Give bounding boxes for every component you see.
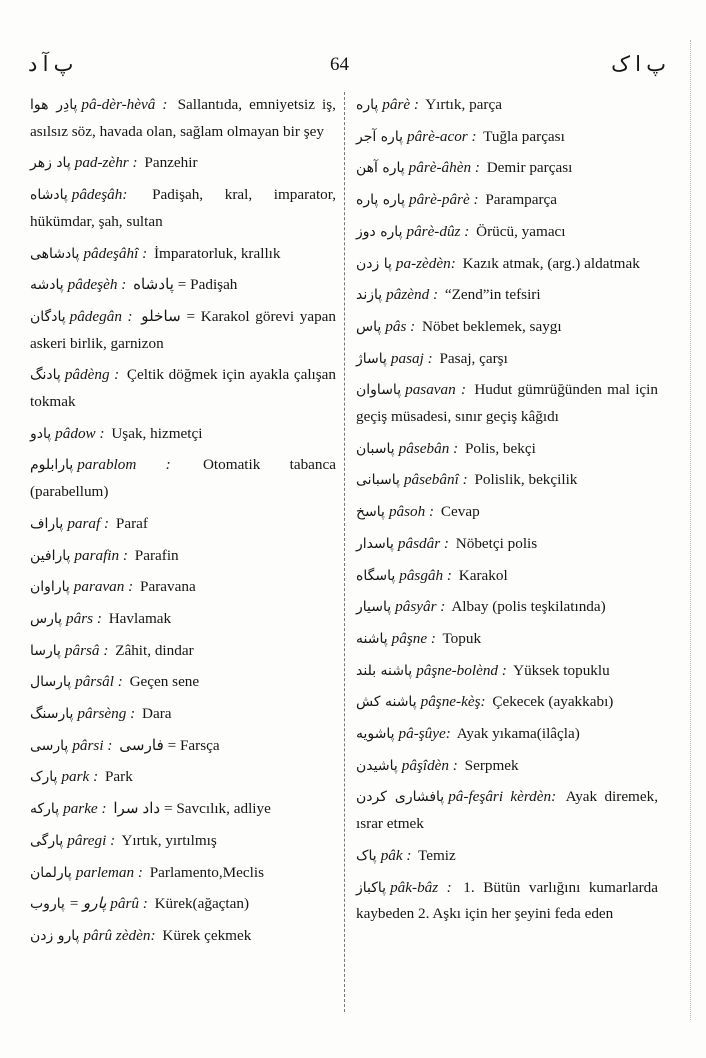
left-column-entry	[30, 638, 336, 665]
transliteration: pâsyâr :	[395, 598, 446, 616]
definition: Çekecek (ayakkabı)	[492, 693, 614, 711]
persian-headword: پاشنه	[356, 630, 388, 647]
transliteration: parke :	[63, 800, 107, 818]
definition: Topuk	[442, 629, 482, 647]
definition: Ayak yıkama(ilâçla)	[456, 725, 580, 743]
persian-headword: پاک	[356, 847, 377, 864]
persian-headword: پادنگ	[30, 367, 61, 384]
transliteration: pasavan :	[405, 381, 467, 399]
definition: Yırtık, yırtılmış	[121, 831, 217, 849]
persian-headword: پاره	[356, 97, 379, 113]
persian-headword: پا زدن	[356, 255, 392, 272]
definition: Parlamento,Meclis	[149, 863, 265, 881]
definition: ساخلو = Karakol görevi yapan askeri birlik, garnizon	[30, 307, 336, 352]
definition: Paramparça	[485, 191, 558, 209]
right-column-entry	[356, 282, 658, 309]
transliteration: parleman :	[75, 863, 143, 881]
transliteration: pârû zèdèn:	[83, 926, 156, 944]
left-column-entry	[30, 891, 336, 918]
left-column-entry	[30, 150, 336, 177]
definition: Demir parçası	[486, 159, 573, 177]
page-edge-line	[690, 40, 691, 1020]
transliteration: pâsoh :	[388, 503, 435, 521]
definition: Polislik, bekçilik	[474, 471, 578, 489]
definition: پادشاه = Padişah	[133, 276, 238, 294]
persian-headword: پارسال	[30, 674, 72, 691]
persian-headword: پاسخ	[356, 504, 385, 521]
right-column-entry	[356, 467, 658, 494]
right-column-entry	[356, 875, 658, 928]
definition: Serpmek	[464, 756, 519, 774]
persian-headword: پادِر هوا	[30, 97, 78, 113]
persian-headword: پادشاه	[30, 187, 68, 204]
definition: Örücü, yamacı	[476, 222, 566, 240]
persian-headword: پاشنه کش	[356, 694, 417, 711]
transliteration: pâsebân :	[398, 439, 459, 457]
persian-headword: پارک	[30, 769, 58, 786]
definition: “Zend”in tefsiri	[444, 286, 541, 304]
definition: İmparatorluk, krallık	[153, 244, 281, 262]
definition: Pasaj, çarşı	[439, 349, 508, 367]
right-column-entry	[356, 251, 658, 278]
transliteration: parablom :	[77, 456, 171, 474]
persian-headword: پازند	[356, 287, 383, 304]
definition: Otomatik tabanca (parabellum)	[30, 456, 336, 501]
persian-headword: پاره آهن	[356, 160, 405, 177]
transliteration: pâdèng :	[64, 366, 120, 384]
transliteration: pârsâ :	[64, 641, 109, 659]
right-column-entry	[356, 499, 658, 526]
left-column	[30, 92, 336, 955]
transliteration: pâ-feşâri kèrdèn:	[448, 788, 557, 806]
definition: فارسی = Farsça	[119, 736, 220, 754]
right-column-entry	[356, 377, 658, 430]
transliteration: pâşne-kèş:	[420, 693, 486, 711]
definition: Temiz	[418, 846, 456, 864]
transliteration: pâşîdèn :	[401, 756, 458, 774]
transliteration: parafin :	[74, 546, 128, 564]
transliteration: pârè :	[382, 96, 419, 113]
persian-headword: پاساوان	[356, 382, 402, 399]
transliteration: pârs :	[66, 609, 102, 627]
right-column-entry	[356, 531, 658, 558]
transliteration: pârè-dûz :	[406, 222, 470, 240]
definition: Geçen sene	[129, 673, 200, 691]
transliteration: pârsèng :	[77, 705, 136, 723]
persian-headword: پاساژ	[356, 350, 387, 367]
persian-headword: پاشنه بلند	[356, 662, 413, 679]
persian-headword: پادشاهی	[30, 245, 80, 262]
transliteration: = پارو pârû :	[68, 895, 148, 913]
persian-headword: پارو زدن	[30, 927, 80, 944]
persian-headword: پادگان	[30, 308, 66, 325]
column-divider	[344, 92, 345, 1012]
transliteration: pâdeşâhî :	[83, 244, 148, 262]
definition: Paraf	[115, 514, 148, 532]
right-column-entry	[356, 784, 658, 837]
definition: Park	[104, 768, 133, 786]
header-left-guide-letters: پ آ د	[28, 52, 74, 76]
persian-headword: پاره دوز	[356, 223, 403, 240]
definition: Karakol	[458, 566, 508, 584]
right-column-entry	[356, 314, 658, 341]
right-column-entry	[356, 753, 658, 780]
persian-headword: پاشیدن	[356, 757, 398, 774]
definition: Yüksek topuklu	[513, 661, 610, 679]
right-column-entry	[356, 219, 658, 246]
persian-headword: پادو	[30, 425, 52, 442]
right-column-entry	[356, 689, 658, 716]
persian-headword: پاشویه	[356, 726, 395, 743]
definition: Kürek çekmek	[162, 926, 252, 944]
persian-headword: پارکه	[30, 801, 60, 818]
definition: Havlamak	[108, 609, 172, 627]
definition: Ayak diremek, ısrar etmek	[356, 788, 659, 833]
persian-headword: پاکباز	[356, 879, 387, 896]
left-column-entry	[30, 511, 336, 538]
right-column-entry	[356, 92, 658, 119]
definition: 1. Bütün varlığını kumarlarda kaybeden 2. Aşkı için her şeyini feda eden	[356, 878, 658, 923]
persian-headword: پاسگاه	[356, 567, 396, 584]
left-column-entry	[30, 606, 336, 633]
persian-headword: پاروب	[30, 896, 65, 913]
transliteration: pâk-bâz :	[390, 878, 452, 896]
definition: Çeltik döğmek için ayakla çalışan tokmak	[30, 366, 337, 411]
persian-headword: پارسا	[30, 642, 61, 659]
definition: Zâhit, dindar	[115, 641, 194, 659]
transliteration: pâdeşâh:	[71, 186, 128, 204]
persian-headword: پاره پاره	[356, 192, 405, 209]
definition: Dara	[142, 705, 172, 723]
transliteration: pâzènd :	[386, 286, 439, 304]
left-column-entry	[30, 452, 336, 505]
transliteration: pâsdâr :	[397, 534, 449, 552]
transliteration: pâregi :	[67, 831, 116, 849]
persian-headword: پارسنگ	[30, 706, 74, 723]
transliteration: pâ-şûye:	[398, 725, 451, 743]
left-column-entry	[30, 92, 336, 145]
left-column-entry	[30, 241, 336, 268]
right-column-entry	[356, 187, 658, 214]
transliteration: paraf :	[67, 514, 110, 532]
persian-headword: پارابلوم	[30, 457, 74, 474]
left-column-entry	[30, 669, 336, 696]
persian-headword: پارس	[30, 610, 63, 627]
persian-headword: پاسیار	[356, 599, 392, 616]
transliteration: pâşne :	[391, 629, 436, 647]
definition: Polis, bekçi	[464, 439, 536, 457]
right-column-entry	[356, 594, 658, 621]
right-column-entry	[356, 346, 658, 373]
transliteration: pârè-acor :	[406, 127, 477, 145]
page-number: 64	[330, 54, 349, 75]
definition: داد سرا = Savcılık, adliye	[113, 800, 271, 818]
definition: Paravana	[140, 578, 196, 596]
definition: Tuğla parçası	[483, 127, 565, 145]
left-column-entry	[30, 923, 336, 950]
definition: Cevap	[440, 503, 480, 521]
transliteration: pâsgâh :	[399, 566, 452, 584]
right-column-entry	[356, 124, 658, 151]
definition: Nöbet beklemek, saygı	[422, 317, 562, 335]
transliteration: pâdegân :	[69, 307, 133, 325]
left-column-entry	[30, 733, 336, 760]
right-column-entry	[356, 626, 658, 653]
transliteration: pârsi :	[72, 736, 113, 754]
definition: Parafin	[134, 546, 179, 564]
transliteration: pârè-pârè :	[408, 191, 479, 209]
persian-headword: پادشه	[30, 277, 64, 294]
definition: Kazık atmak, (arg.) aldatmak	[462, 254, 640, 272]
right-column-entry	[356, 155, 658, 182]
persian-headword: پاراف	[30, 515, 64, 532]
left-column-entry	[30, 421, 336, 448]
left-column-entry	[30, 701, 336, 728]
transliteration: pâk :	[380, 846, 412, 864]
right-column-entry	[356, 436, 658, 463]
persian-headword: پاس	[356, 318, 382, 335]
right-column-entry	[356, 721, 658, 748]
definition: Albay (polis teşkilatında)	[451, 598, 606, 616]
left-column-entry	[30, 860, 336, 887]
persian-headword: پاره آجر	[356, 128, 403, 145]
transliteration: pâsebânî :	[403, 471, 468, 489]
transliteration: pad-zèhr :	[74, 154, 138, 172]
transliteration: pârè-âhèn :	[408, 159, 480, 177]
persian-headword: پاد زهر	[30, 155, 71, 172]
right-column-entry	[356, 843, 658, 870]
persian-headword: پارسی	[30, 737, 69, 754]
right-column-entry	[356, 563, 658, 590]
transliteration: pâ-dèr-hèvâ :	[81, 96, 168, 113]
definition: Sallantıda, emniyetsiz iş, asılsız söz, havada olan, sağlam olmayan bir şey	[30, 96, 336, 140]
left-column-entry	[30, 182, 336, 235]
header-right-guide-letters: پ ا ک	[611, 52, 666, 76]
persian-headword: پارگی	[30, 832, 64, 849]
transliteration: pâdow :	[55, 424, 105, 442]
persian-headword: پارافین	[30, 547, 71, 564]
persian-headword: پاسبان	[356, 440, 395, 457]
right-column-entry	[356, 658, 658, 685]
left-column-entry	[30, 828, 336, 855]
transliteration: park :	[61, 768, 99, 786]
transliteration: pâdeşèh :	[67, 276, 127, 294]
persian-headword: پارلمان	[30, 864, 72, 881]
persian-headword: پاسبانی	[356, 472, 400, 489]
definition: Hudut gümrüğünden mal için geçiş müsadesi, sınır geçiş kâğıdı	[356, 381, 658, 426]
left-column-entry	[30, 272, 336, 299]
definition: Yırtık, parça	[425, 96, 502, 113]
definition: Panzehir	[144, 154, 198, 172]
right-column	[356, 92, 658, 933]
left-column-entry	[30, 304, 336, 357]
left-column-entry	[30, 362, 336, 415]
definition: Uşak, hizmetçi	[111, 424, 203, 442]
transliteration: pârsâl :	[75, 673, 123, 691]
persian-headword: پافشاری کردن	[356, 789, 445, 806]
definition: Padişah, kral, imparator, hükümdar, şah, sultan	[30, 186, 336, 230]
transliteration: pa-zèdèn:	[395, 254, 456, 272]
transliteration: pasaj :	[390, 349, 433, 367]
left-column-entry	[30, 764, 336, 791]
transliteration: pâs :	[385, 317, 416, 335]
definition: Nöbetçi polis	[455, 534, 538, 552]
persian-headword: پاراوان	[30, 579, 70, 596]
left-column-entry	[30, 574, 336, 601]
left-column-entry	[30, 796, 336, 823]
left-column-entry	[30, 543, 336, 570]
page-header	[0, 52, 706, 82]
persian-headword: پاسدار	[356, 535, 394, 552]
transliteration: paravan :	[73, 578, 134, 596]
definition: Kürek(ağaçtan)	[154, 895, 250, 913]
transliteration: pâşne-bolènd :	[416, 661, 507, 679]
